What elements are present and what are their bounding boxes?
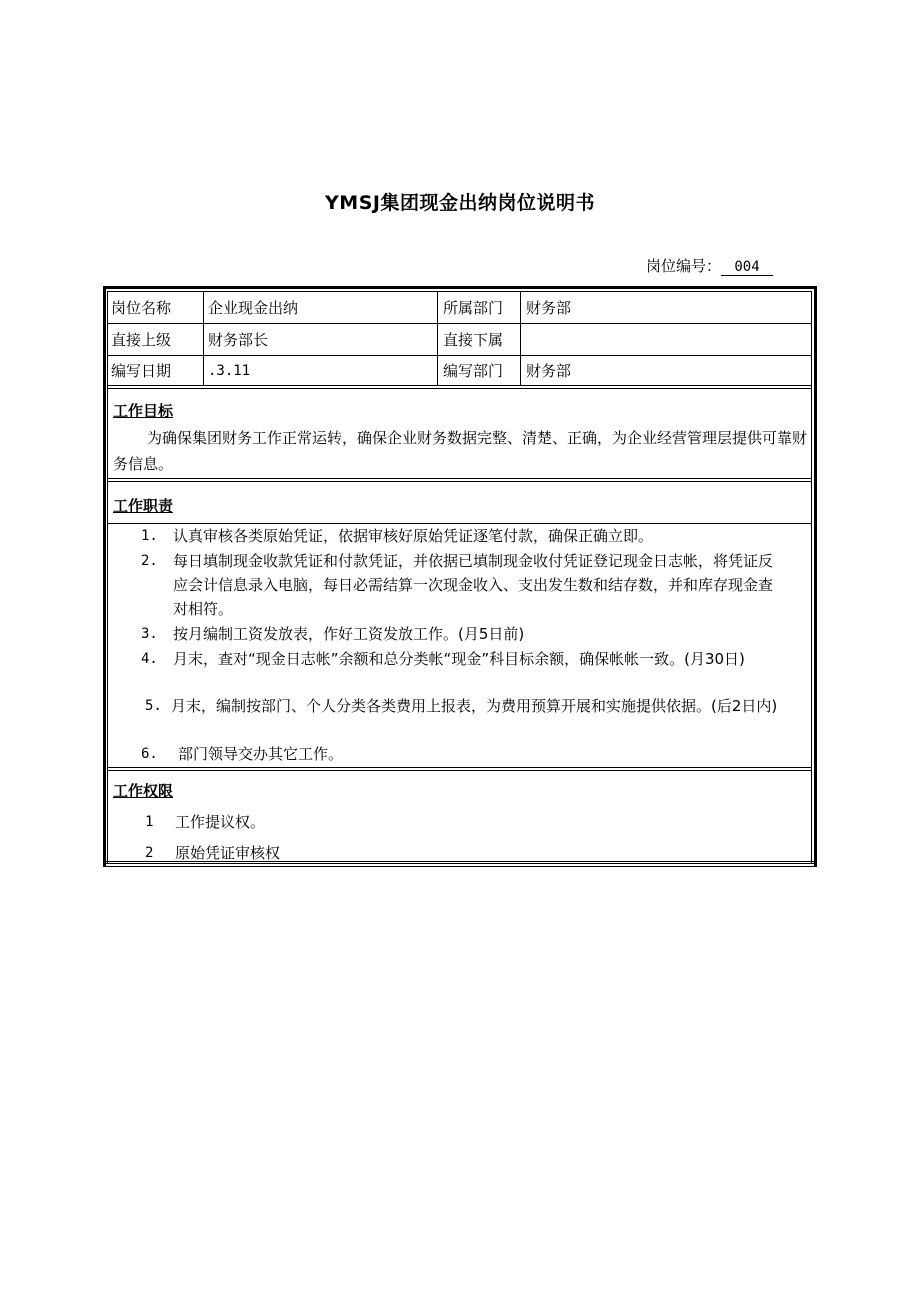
list-item-number: 2 bbox=[145, 845, 154, 861]
list-item-text: 认真审核各类原始凭证，依据审核好原始凭证逐笔付款，确保正确立即。 bbox=[173, 527, 654, 545]
position-number-label: 岗位编号： bbox=[646, 257, 722, 275]
goal-text: 为确保集团财务工作正常运转，确保企业财务数据完整、清楚、正确，为企业经营管理层提供可靠财务信息。 bbox=[113, 429, 808, 473]
list-item-number: 3. bbox=[141, 626, 158, 642]
list-item-text: 按月编制工资发放表，作好工资发放工作。(月5日前) bbox=[173, 625, 525, 643]
label-written-department: 编写部门 bbox=[443, 362, 504, 380]
value-position-name: 企业现金出纳 bbox=[208, 299, 299, 317]
divider bbox=[107, 478, 812, 479]
divider bbox=[107, 481, 812, 482]
list-item-number: 6. bbox=[141, 746, 158, 762]
value-written-department: 财务部 bbox=[526, 362, 572, 380]
divider bbox=[107, 770, 812, 771]
section-heading-authority: 工作权限 bbox=[113, 782, 174, 800]
label-direct-subordinate: 直接下属 bbox=[443, 331, 504, 349]
divider bbox=[107, 323, 812, 324]
list-item-text: 月末，查对“现金日志帐”余额和总分类帐“现金”科目标余额，确保帐帐一致。(月30日) bbox=[173, 650, 745, 668]
position-number bbox=[646, 255, 773, 276]
table-inner-border bbox=[811, 291, 812, 863]
divider bbox=[107, 355, 812, 356]
list-item-number: 5. bbox=[145, 698, 162, 714]
list-item-text: 每日填制现金收款凭证和付款凭证，并依据已填制现金收付凭证登记现金日志帐，将凭证反应会计信息录入电脑，每日必需结算一次现金收入、支出发生数和结存数，并和库存现金查对相符。 bbox=[173, 552, 774, 618]
list-item-text: 部门领导交办其它工作。 bbox=[178, 745, 344, 763]
divider bbox=[107, 385, 812, 386]
value-department: 财务部 bbox=[526, 299, 572, 317]
table-inner-border bbox=[107, 291, 812, 292]
list-item-text: 月末，编制按部门、个人分类各类费用上报表，为费用预算开展和实施提供依据。(后2日内) bbox=[171, 697, 778, 715]
document-title: YMSJ集团现金出纳岗位说明书 bbox=[325, 192, 595, 214]
list-item-text: 工作提议权。 bbox=[175, 813, 266, 831]
label-department: 所属部门 bbox=[443, 299, 504, 317]
divider bbox=[520, 291, 521, 386]
label-direct-superior: 直接上级 bbox=[111, 331, 172, 349]
list-item-number: 1. bbox=[141, 528, 158, 544]
label-written-date: 编写日期 bbox=[111, 362, 172, 380]
section-heading-goal: 工作目标 bbox=[113, 402, 174, 420]
value-written-date: .3.11 bbox=[208, 363, 251, 379]
list-item-number: 1 bbox=[145, 814, 154, 830]
divider bbox=[107, 767, 812, 768]
divider bbox=[203, 291, 204, 386]
list-item-number: 4. bbox=[141, 651, 158, 667]
section-heading-duties: 工作职责 bbox=[113, 497, 174, 515]
list-item-number: 2. bbox=[141, 553, 158, 569]
divider bbox=[107, 388, 812, 389]
value-direct-superior: 财务部长 bbox=[208, 331, 269, 349]
table-inner-border bbox=[107, 291, 108, 863]
label-position-name: 岗位名称 bbox=[111, 299, 172, 317]
position-number-value: 004 bbox=[721, 259, 773, 276]
list-item-text: 原始凭证审核权 bbox=[175, 844, 281, 862]
divider bbox=[437, 291, 438, 386]
